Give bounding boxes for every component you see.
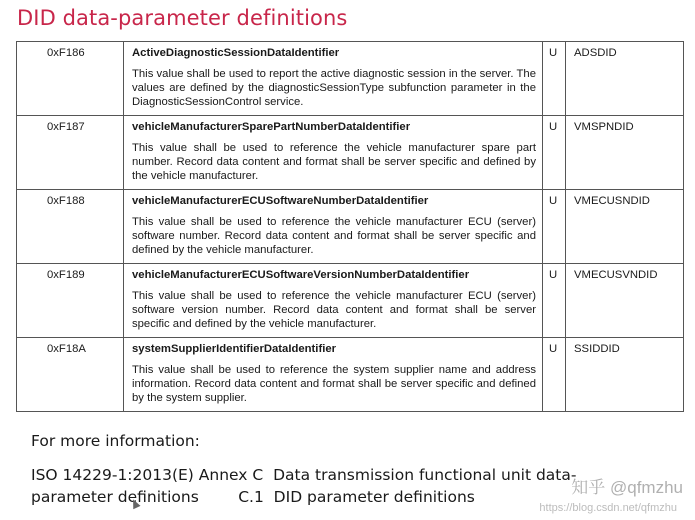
did-abbr-cell (566, 116, 684, 190)
did-name: vehicleManufacturerECUSoftwareVersionNumberDataIdentifier (132, 269, 470, 281)
did-flag-cell (543, 264, 566, 338)
did-description: This value shall be used to reference the system supplier name and address information. Record data content and format shall be server specific and defined by the system supplier. (132, 364, 536, 404)
did-main-cell (124, 116, 543, 190)
did-abbr-cell (566, 338, 684, 412)
reference-line-2b: C.1 DID parameter definitions (238, 488, 475, 506)
reference-line-2a: parameter definitions (31, 488, 199, 506)
did-row (17, 190, 684, 264)
did-name: vehicleManufacturerECUSoftwareNumberDataIdentifier (132, 195, 429, 207)
watermark: 知乎 @qfmzhu (571, 478, 683, 497)
did-id-cell (17, 338, 124, 412)
did-id-cell (17, 42, 124, 116)
watermark-url: https://blog.csdn.net/qfmzhu (539, 502, 677, 514)
did-table-body (17, 42, 684, 412)
did-flag: U (549, 269, 558, 281)
more-info-label: For more information: (31, 432, 200, 450)
did-main-cell (124, 190, 543, 264)
did-id: 0xF188 (47, 195, 85, 207)
did-flag-cell (543, 42, 566, 116)
did-name: systemSupplierIdentifierDataIdentifier (132, 343, 337, 355)
did-flag: U (549, 343, 558, 355)
did-description: This value shall be used to reference the vehicle manufacturer ECU (server) software number. Record data content and format shall be server specific and defined by the vehicle manufacturer. (132, 216, 536, 256)
did-name: vehicleManufacturerSparePartNumberDataIdentifier (132, 121, 411, 133)
did-abbreviation: VMECUSVNDID (574, 269, 658, 281)
did-flag: U (549, 195, 558, 207)
did-flag-cell (543, 116, 566, 190)
did-flag: U (549, 47, 558, 59)
page-title: DID data-parameter definitions (17, 6, 348, 30)
did-id-cell (17, 264, 124, 338)
did-flag-cell (543, 190, 566, 264)
did-row (17, 264, 684, 338)
reference-line-1: ISO 14229-1:2013(E) Annex C Data transmission functional unit data- (31, 466, 577, 484)
did-abbreviation: VMECUSNDID (574, 195, 650, 207)
did-row (17, 338, 684, 412)
did-abbreviation: ADSDID (574, 47, 617, 59)
did-abbreviation: VMSPNDID (574, 121, 634, 133)
did-id: 0xF18A (47, 343, 86, 355)
did-abbr-cell (566, 42, 684, 116)
did-id: 0xF186 (47, 47, 85, 59)
did-flag: U (549, 121, 558, 133)
did-flag-cell (543, 338, 566, 412)
did-id: 0xF187 (47, 121, 85, 133)
did-id: 0xF189 (47, 269, 85, 281)
did-row (17, 42, 684, 116)
did-main-cell (124, 264, 543, 338)
did-main-cell (124, 42, 543, 116)
did-description: This value shall be used to report the active diagnostic session in the server. The values are defined by the diagnosticSessionType subfunction parameter in the DiagnosticSessionControl service. (132, 68, 536, 108)
did-id-cell (17, 190, 124, 264)
did-description: This value shall be used to reference the vehicle manufacturer spare part number. Record data content and format shall be server specific and defined by the vehicle manufacturer. (132, 142, 536, 182)
reference-spacer (199, 488, 238, 506)
did-abbreviation: SSIDDID (574, 343, 620, 355)
did-description: This value shall be used to reference the vehicle manufacturer ECU (server) software version number. Record data content and format shall be server specific and defined by the vehicle manufacturer. (132, 290, 536, 330)
did-row (17, 116, 684, 190)
did-abbr-cell (566, 190, 684, 264)
did-abbr-cell (566, 264, 684, 338)
did-definitions-table (16, 41, 684, 412)
did-name: ActiveDiagnosticSessionDataIdentifier (132, 47, 340, 59)
did-main-cell (124, 338, 543, 412)
did-id-cell (17, 116, 124, 190)
